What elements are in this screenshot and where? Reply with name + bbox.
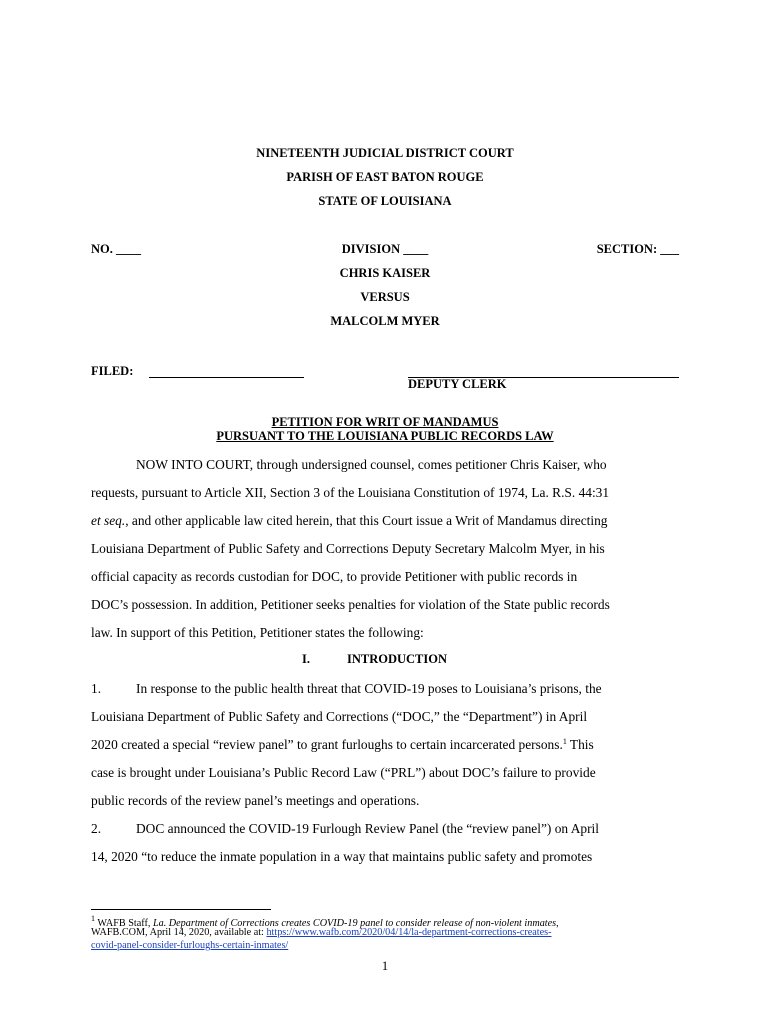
case-number-label: NO. ____ (91, 242, 141, 256)
filed-signature-line (149, 377, 304, 378)
division-label: DIVISION ____ (341, 242, 429, 256)
intro-line: DOC’s possession. In addition, Petitioner seeks penalties for violation of the State public records (91, 597, 610, 612)
footnote-line (91, 940, 288, 951)
footnote-author: WAFB Staff, (97, 918, 151, 929)
para-line: 14, 2020 “to reduce the inmate population in a way that maintains public safety and promotes (91, 849, 593, 864)
intro-line: official capacity as records custodian for DOC, to provide Petitioner with public records in (91, 569, 578, 584)
section-label: SECTION: ___ (596, 242, 679, 256)
footnote-reference[interactable]: 1 (562, 737, 567, 746)
footnote-link[interactable]: https://www.wafb.com/2020/04/14/la-department-corrections-creates- (266, 927, 552, 938)
court-name: NINETEENTH JUDICIAL DISTRICT COURT (256, 146, 514, 160)
para2-number: 2. (91, 821, 102, 836)
para-line: DOC announced the COVID-19 Furlough Review Panel (the “review panel”) on April (136, 821, 599, 836)
para-line: 2020 created a special “review panel” to grant furloughs to certain incarcerated persons.$^1$ This (91, 737, 594, 752)
versus-label: VERSUS (360, 290, 410, 304)
intro-line: requests, pursuant to Article XII, Section 3 of the Louisiana Constitution of 1974, La. R.S. 44:31 (91, 485, 610, 500)
plaintiff-name: CHRIS KAISER (339, 266, 431, 280)
intro-line: Louisiana Department of Public Safety and Corrections Deputy Secretary Malcolm Myer, in his (91, 541, 605, 556)
page-number: 1 (381, 959, 389, 973)
para1-number: 1. (91, 681, 102, 696)
state-name: STATE OF LOUISIANA (318, 194, 452, 208)
section-title: INTRODUCTION (347, 652, 448, 666)
footnote-line: $^1$ WAFB Staff, La. Department of Corrections creates COVID-19 panel to consider release of non-violent inmates, (91, 914, 559, 929)
petition-title-line2: PURSUANT TO THE LOUISIANA PUBLIC RECORDS LAW (216, 429, 554, 443)
et-seq-text: et seq. (91, 513, 126, 528)
defendant-name: MALCOLM MYER (330, 314, 440, 328)
para-line: In response to the public health threat that COVID-19 poses to Louisiana’s prisons, the (136, 681, 602, 696)
intro-line: NOW INTO COURT, through undersigned counsel, comes petitioner Chris Kaiser, who (136, 457, 607, 472)
footnote-link-continued[interactable]: covid-panel-consider-furloughs-certain-inmates/ (91, 940, 289, 951)
footnote-article-title: La. Department of Corrections creates COVID-19 panel to consider release of non-violent inmates (152, 918, 557, 929)
intro-line: law. In support of this Petition, Petitioner states the following: (91, 625, 424, 640)
section-number: I. (302, 652, 310, 666)
deputy-clerk-label: DEPUTY CLERK (408, 377, 507, 391)
footnote-number: 1 (91, 914, 95, 923)
parish-name: PARISH OF EAST BATON ROUGE (286, 170, 484, 184)
para-line: public records of the review panel’s meetings and operations. (91, 793, 420, 808)
para-line: Louisiana Department of Public Safety and Corrections (“DOC,” the “Department”) in April (91, 709, 588, 724)
intro-line: et seq., and other applicable law cited herein, that this Court issue a Writ of Mandamus directing (91, 513, 608, 528)
footnote-separator (91, 909, 271, 910)
footnote-source: WAFB.COM, April 14, 2020, available at: (91, 927, 264, 938)
filed-label: FILED: (91, 364, 134, 378)
footnote-line (91, 927, 552, 938)
para-line: case is brought under Louisiana’s Public Record Law (“PRL”) about DOC’s failure to provide (91, 765, 596, 780)
petition-title-line1: PETITION FOR WRIT OF MANDAMUS (271, 415, 499, 429)
